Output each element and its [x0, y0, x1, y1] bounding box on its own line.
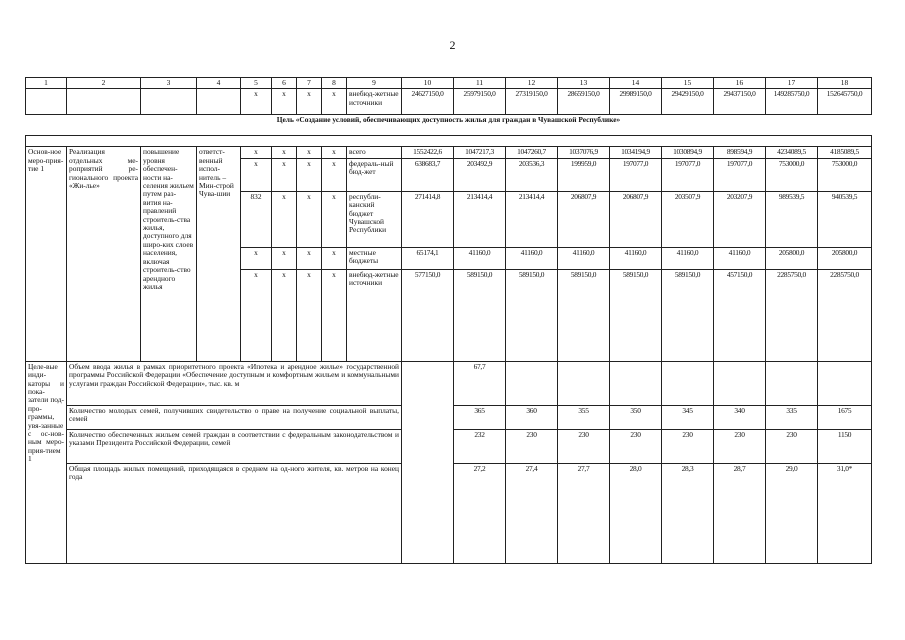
table-cell: x: [322, 158, 347, 191]
col-header: 17: [766, 78, 818, 89]
table-cell: 1675: [818, 405, 872, 429]
table-cell: 335: [766, 405, 818, 429]
goal-row: [26, 115, 872, 136]
table-cell: 638683,7: [402, 158, 454, 191]
table-cell: x: [272, 158, 297, 191]
table-cell: x: [241, 158, 272, 191]
table-cell: [662, 361, 714, 405]
table-cell: x: [241, 147, 272, 158]
table-cell: 1034194,9: [610, 147, 662, 158]
table-cell: 41160,0: [610, 247, 662, 269]
table-row: [26, 147, 872, 158]
table-cell: x: [272, 147, 297, 158]
table-cell: 67,7: [454, 361, 506, 405]
table-cell: x: [241, 269, 272, 361]
table-cell: x: [297, 247, 322, 269]
table-cell: 28,7: [714, 463, 766, 563]
table-cell: 940539,5: [818, 191, 872, 247]
indicator-text: Количество молодых семей, получивших свидетельство о праве на получение социальной выплаты, семей: [67, 405, 402, 429]
indicator-text: Общая площадь жилых помещений, приходящаяся в среднем на од-ного жителя, кв. метров на конец года: [67, 463, 402, 563]
table-cell: 345: [662, 405, 714, 429]
table-cell: 197077,0: [662, 158, 714, 191]
table-cell: x: [297, 269, 322, 361]
table-cell: 28659150,0: [558, 89, 610, 115]
event-indicator: повышение уровня обеспечен-ности на-селения жильем путем раз-вития на-правлений строитель-ства жилья, доступного для широ-ких слоев населения, включая строитель-ство арендного жилья: [141, 147, 197, 361]
table-cell: 25979150,0: [454, 89, 506, 115]
table-cell: x: [272, 89, 297, 115]
table-cell: 199959,0: [558, 158, 610, 191]
table-cell: 577150,0: [402, 269, 454, 361]
table-cell: [818, 361, 872, 405]
table-cell: 4185089,5: [818, 147, 872, 158]
table-cell: 589150,0: [558, 269, 610, 361]
table-cell: 205800,0: [818, 247, 872, 269]
table-cell: 206807,9: [610, 191, 662, 247]
col-header: 18: [818, 78, 872, 89]
table-cell: 41160,0: [506, 247, 558, 269]
table-cell: 205800,0: [766, 247, 818, 269]
table-cell: 197077,0: [610, 158, 662, 191]
table-cell: x: [297, 89, 322, 115]
table-cell: [558, 361, 610, 405]
col-header: 12: [506, 78, 558, 89]
table-cell: 65174,1: [402, 247, 454, 269]
table-cell: 898594,9: [714, 147, 766, 158]
col-header: 8: [322, 78, 347, 89]
table-cell: x: [241, 247, 272, 269]
table-cell: 1150: [818, 429, 872, 463]
goal-heading: Цель «Создание условий, обеспечивающих доступность жилья для граждан в Чувашской Республике»: [26, 115, 872, 136]
table-cell: 230: [506, 429, 558, 463]
table-cell: 203536,3: [506, 158, 558, 191]
col-header: 2: [67, 78, 141, 89]
table-cell: x: [322, 147, 347, 158]
col-header: 10: [402, 78, 454, 89]
table-cell: 29429150,0: [662, 89, 714, 115]
table-cell: 213414,4: [454, 191, 506, 247]
table-cell: 2285750,0: [766, 269, 818, 361]
col-header: 7: [297, 78, 322, 89]
table-cell: 29,0: [766, 463, 818, 563]
table-cell: 206807,9: [558, 191, 610, 247]
table-cell: 1047217,3: [454, 147, 506, 158]
col-header: 15: [662, 78, 714, 89]
funding-source: всего: [347, 147, 402, 158]
table-cell: 41160,0: [662, 247, 714, 269]
table-cell: 24627150,0: [402, 89, 454, 115]
table-cell: 152645750,0: [818, 89, 872, 115]
budget-table: [25, 77, 872, 564]
table-cell: 1552422,6: [402, 147, 454, 158]
table-cell: 203507,9: [662, 191, 714, 247]
table-cell: 1047260,7: [506, 147, 558, 158]
table-cell: 203207,9: [714, 191, 766, 247]
table-cell: 27319150,0: [506, 89, 558, 115]
col-header: 9: [347, 78, 402, 89]
table-cell: 213414,4: [506, 191, 558, 247]
funding-source: республи-канский бюджет Чувашской Республики: [347, 191, 402, 247]
table-cell: 1030894,9: [662, 147, 714, 158]
funding-source: внебюд-жетные источники: [347, 89, 402, 115]
table-cell: 31,0*: [818, 463, 872, 563]
table-cell: x: [322, 89, 347, 115]
table-cell: x: [272, 269, 297, 361]
table-cell: x: [272, 247, 297, 269]
table-cell: 27,7: [558, 463, 610, 563]
table-row: [26, 361, 872, 405]
table-cell: 230: [610, 429, 662, 463]
table-cell: 753000,0: [818, 158, 872, 191]
table-cell: 271414,8: [402, 191, 454, 247]
table-cell: 28,3: [662, 463, 714, 563]
table-cell: 197077,0: [714, 158, 766, 191]
page-number: 2: [449, 38, 456, 52]
col-header: 6: [272, 78, 297, 89]
event-name: Основ-ное меро-прия-тие 1: [26, 147, 67, 361]
table-cell: [766, 361, 818, 405]
table-cell: 27,4: [506, 463, 558, 563]
indicator-text: Объем ввода жилья в рамках приоритетного проекта «Ипотека и арендное жилье» государственной программы Российской Федерации «Обеспечение доступным и комфортным жильем и коммунальными услугами граждан Российской Федерации», тыс. кв. м: [67, 361, 402, 405]
table-cell: 355: [558, 405, 610, 429]
table-cell: 232: [454, 429, 506, 463]
table-cell: 230: [766, 429, 818, 463]
col-header: 5: [241, 78, 272, 89]
col-header: 16: [714, 78, 766, 89]
table-cell: 29989150,0: [610, 89, 662, 115]
col-header: 14: [610, 78, 662, 89]
table-cell: 1037076,9: [558, 147, 610, 158]
table-cell: 2285750,0: [818, 269, 872, 361]
table-cell: x: [322, 247, 347, 269]
table-cell: 203492,9: [454, 158, 506, 191]
table-cell: 350: [610, 405, 662, 429]
funding-source: федераль-ный бюд-жет: [347, 158, 402, 191]
table-cell: 589150,0: [610, 269, 662, 361]
table-row: [26, 429, 872, 463]
table-row: [26, 405, 872, 429]
table-cell: 365: [454, 405, 506, 429]
table-cell: x: [322, 269, 347, 361]
table-cell: 230: [714, 429, 766, 463]
table-cell: x: [322, 191, 347, 247]
table-cell: 41160,0: [454, 247, 506, 269]
table-cell: 589150,0: [506, 269, 558, 361]
table-cell: x: [272, 191, 297, 247]
column-header-row: [26, 78, 872, 89]
table-cell: 29437150,0: [714, 89, 766, 115]
funding-source: местные бюджеты: [347, 247, 402, 269]
table-cell: 360: [506, 405, 558, 429]
event-executor: ответст-венный испол-нитель – Мин-строй Чува-шии: [197, 147, 241, 361]
table-cell: 28,0: [610, 463, 662, 563]
table-cell: 589150,0: [454, 269, 506, 361]
indicator-text: Количество обеспеченных жильем семей граждан в соответствии с федеральным законодательством и указами Президента Российской Федерации, семей: [67, 429, 402, 463]
table-cell: 589150,0: [662, 269, 714, 361]
table-cell: 753000,0: [766, 158, 818, 191]
table-cell: x: [297, 147, 322, 158]
table-cell: 832: [241, 191, 272, 247]
table-cell: 230: [558, 429, 610, 463]
table-cell: x: [297, 191, 322, 247]
table-cell: x: [297, 158, 322, 191]
table-cell: [506, 361, 558, 405]
table-cell: 989539,5: [766, 191, 818, 247]
table-cell: 27,2: [454, 463, 506, 563]
table-cell: x: [241, 89, 272, 115]
table-cell: 41160,0: [714, 247, 766, 269]
event-description: Реализация отдельных ме-роприятий ре-гионального проекта «Жи-лье»: [67, 147, 141, 361]
table-row: [26, 463, 872, 563]
table-cell: 41160,0: [558, 247, 610, 269]
col-header: 3: [141, 78, 197, 89]
col-header: 11: [454, 78, 506, 89]
table-cell: 230: [662, 429, 714, 463]
table-row: [26, 89, 872, 115]
indicators-label: Целе-вые инди-каторы и пока-затели под-про-граммы, увя-занные с ос-нов-ным меро-прия-тием 1: [26, 361, 67, 563]
col-header: 1: [26, 78, 67, 89]
table-cell: 457150,0: [714, 269, 766, 361]
funding-source: внебюд-жетные источники: [347, 269, 402, 361]
table-cell: [714, 361, 766, 405]
table-cell: 340: [714, 405, 766, 429]
col-header: 4: [197, 78, 241, 89]
table-cell: [610, 361, 662, 405]
table-cell: 149285750,0: [766, 89, 818, 115]
table-cell: 4234089,5: [766, 147, 818, 158]
col-header: 13: [558, 78, 610, 89]
